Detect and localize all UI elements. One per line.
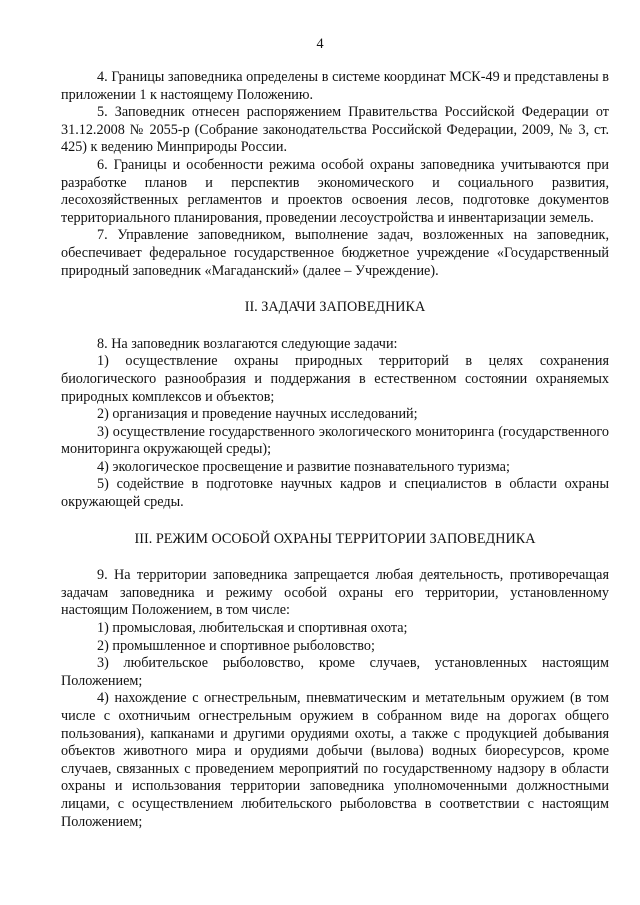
paragraph-4: 4. Границы заповедника определены в системе координат МСК-49 и представлены в приложении 1 к настоящему Положению. xyxy=(61,69,609,103)
prohibition-item-4: 4) нахождение с огнестрельным, пневматическим и метательным оружием (в том числе с охотничьим огнестрельным оружием в собранном виде на дорогах общего пользования), капканами и другими орудиями охоты, а также с продукцией добывания объектов животного мира и орудиями добычи (вылова) водных биоресурсов, кроме случаев, связанных с проведением мероприятий по государственному надзору в области охраны и использования территории заповедника уполномоченными должностными лицами, с осуществлением любительского рыболовства в соответствии с настоящим Положением; xyxy=(61,690,609,830)
section-3-heading: III. РЕЖИМ ОСОБОЙ ОХРАНЫ ТЕРРИТОРИИ ЗАПОВЕДНИКА xyxy=(134,530,536,547)
prohibition-item-1: 1) промысловая, любительская и спортивная охота; xyxy=(97,620,408,637)
document-body xyxy=(61,69,609,831)
page-number: 4 xyxy=(316,36,324,52)
task-item-1: 1) осуществление охраны природных территорий в целях сохранения биологического разнообразия и поддержания в естественном состоянии охраняемых природных комплексов и объектов; xyxy=(61,353,609,405)
task-item-5: 5) содействие в подготовке научных кадров и специалистов в области охраны окружающей среды. xyxy=(61,476,609,511)
task-item-2: 2) организация и проведение научных исследований; xyxy=(97,406,418,423)
paragraph-9: 9. На территории заповедника запрещается любая деятельность, противоречащая задачам заповедника и режиму особой охраны его территории, установленному настоящим Положением, в том числе: xyxy=(61,567,609,619)
task-item-4: 4) экологическое просвещение и развитие познавательного туризма; xyxy=(97,458,510,475)
prohibition-item-3: 3) любительское рыболовство, кроме случаев, установленных настоящим Положением; xyxy=(61,655,609,689)
prohibition-item-2: 2) промышленное и спортивное рыболовство; xyxy=(97,637,375,654)
section-2-heading: II. ЗАДАЧИ ЗАПОВЕДНИКА xyxy=(244,299,426,316)
paragraph-8: 8. На заповедник возлагаются следующие задачи: xyxy=(97,335,398,352)
paragraph-5: 5. Заповедник отнесен распоряжением Правительства Российской Федерации от 31.12.2008 № 2055-р (Собрание законодательства Российской Федерации, 2009, № 3, ст. 425) к ведению Минприроды России. xyxy=(61,104,609,156)
paragraph-6: 6. Границы и особенности режима особой охраны заповедника учитываются при разработке планов и перспектив экономического и социального развития, лесохозяйственных регламентов и проектов освоения лесов, подготовке документов территориального планирования, проведении лесоустройства и инвентаризации земель. xyxy=(61,156,609,226)
task-item-3: 3) осуществление государственного экологического мониторинга (государственного мониторинга окружающей среды); xyxy=(61,423,609,458)
paragraph-7: 7. Управление заповедником, выполнение задач, возложенных на заповедник, обеспечивает федеральное государственное бюджетное учреждение «Государственный природный заповедник «Магаданский» (далее – Учреждение). xyxy=(61,227,609,279)
